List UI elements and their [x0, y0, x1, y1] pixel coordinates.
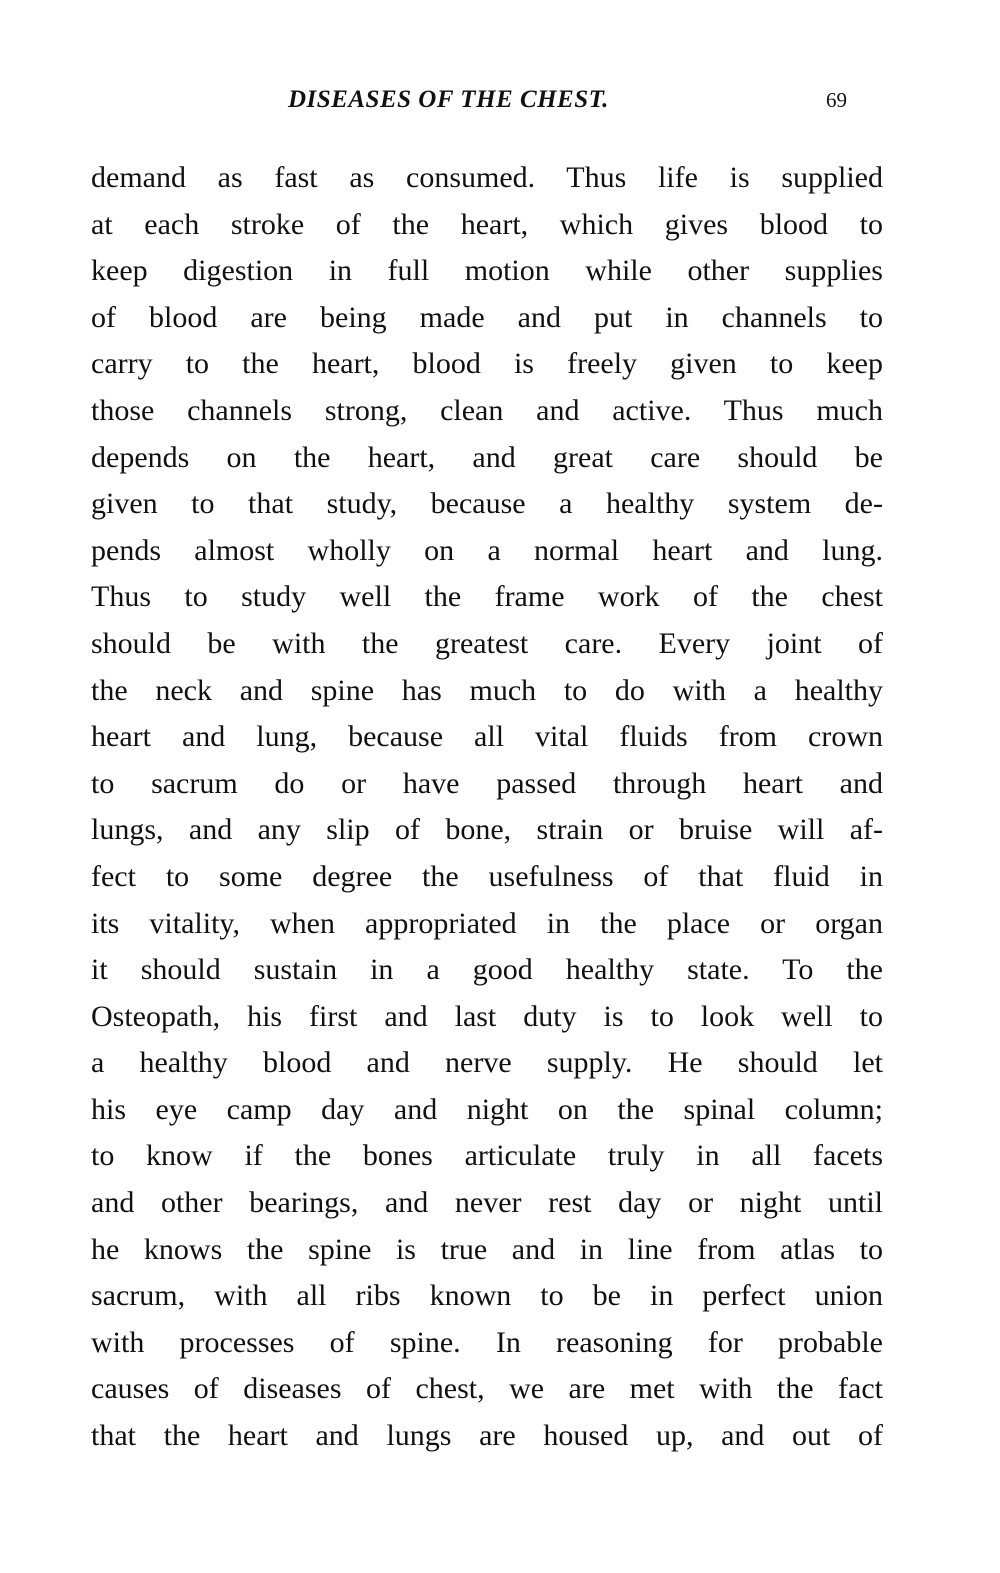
- text-line: a healthy blood and nerve supply. He should let: [91, 1046, 883, 1080]
- text-line: he knows the spine is true and in line from atlas to: [91, 1232, 883, 1266]
- text-line: carry to the heart, blood is freely given to keep: [91, 347, 883, 381]
- text-line: should be with the greatest care. Every joint of: [91, 626, 883, 660]
- running-title: DISEASES OF THE CHEST.: [288, 86, 609, 113]
- text-line: pends almost wholly on a normal heart and lung.: [91, 533, 883, 567]
- text-line: and other bearings, and never rest day or night until: [91, 1186, 883, 1220]
- text-line: its vitality, when appropriated in the place or organ: [91, 906, 883, 940]
- text-line: depends on the heart, and great care should be: [91, 440, 883, 474]
- text-line: given to that study, because a healthy system de-: [91, 487, 883, 521]
- text-line: to know if the bones articulate truly in all facets: [91, 1139, 883, 1173]
- text-line: the neck and spine has much to do with a healthy: [91, 673, 883, 707]
- text-line: demand as fast as consumed. Thus life is supplied: [91, 161, 883, 194]
- text-line: keep digestion in full motion while other supplies: [91, 254, 883, 288]
- text-line: that the heart and lungs are housed up, and out of: [91, 1419, 883, 1453]
- text-line: his eye camp day and night on the spinal column;: [91, 1092, 883, 1126]
- text-line: heart and lung, because all vital fluids from crown: [91, 720, 883, 754]
- text-line: Thus to study well the frame work of the chest: [91, 580, 883, 614]
- text-line: fect to some degree the usefulness of that fluid in: [91, 859, 883, 893]
- text-line: at each stroke of the heart, which gives blood to: [91, 207, 883, 241]
- body-text: [91, 155, 883, 1460]
- text-line: sacrum, with all ribs known to be in perfect union: [91, 1279, 883, 1313]
- text-line: of blood are being made and put in channels to: [91, 300, 883, 334]
- text-line: lungs, and any slip of bone, strain or bruise will af-: [91, 813, 883, 847]
- text-line: it should sustain in a good healthy state. To the: [91, 953, 883, 987]
- text-line: to sacrum do or have passed through heart and: [91, 766, 883, 800]
- text-line: Osteopath, his first and last duty is to look well to: [91, 999, 883, 1033]
- page-number: 69: [826, 88, 847, 112]
- text-line: causes of diseases of chest, we are met with the fact: [91, 1372, 883, 1406]
- page-header: [0, 86, 1000, 122]
- text-line: those channels strong, clean and active. Thus much: [91, 393, 883, 427]
- text-line: with processes of spine. In reasoning for probable: [91, 1325, 883, 1359]
